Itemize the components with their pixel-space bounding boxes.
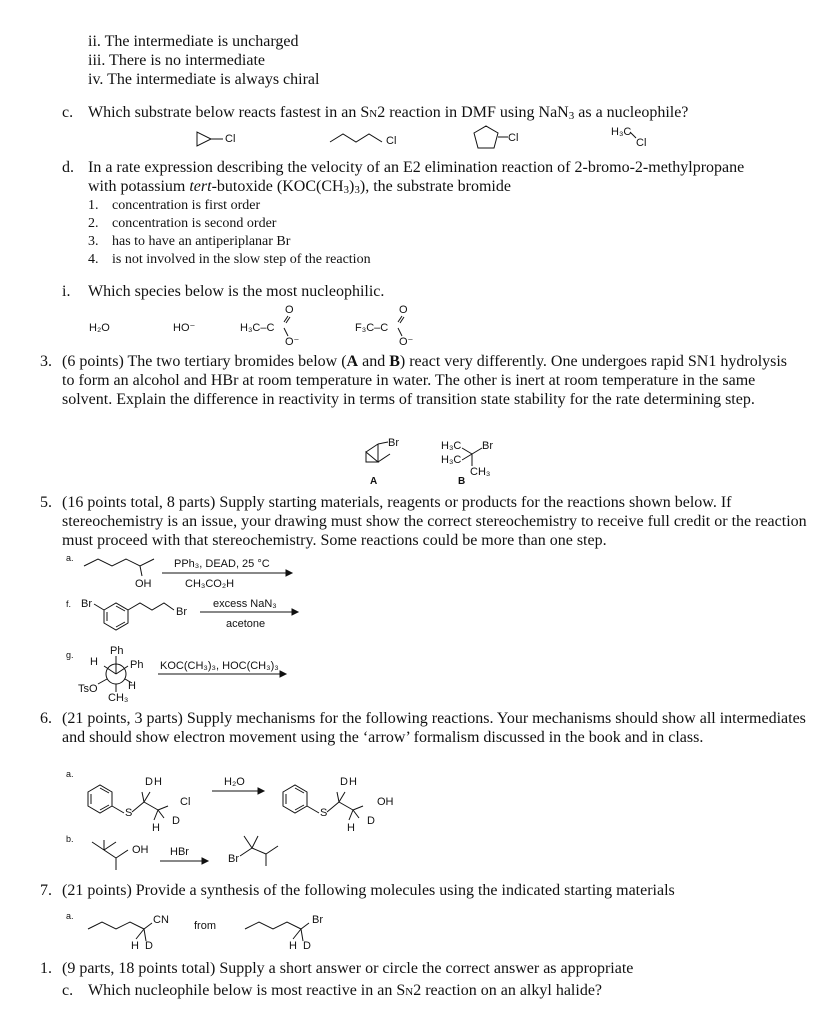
question-i-text: Which species below is the most nucleophilic. xyxy=(88,283,385,300)
q6b-reagent: HBr xyxy=(170,846,189,858)
question-6-num: 6. xyxy=(40,710,52,727)
bromide-b-h3c-bottom: H₃C xyxy=(441,454,462,466)
acetate-o: O xyxy=(285,304,294,316)
q7a-d: D xyxy=(145,940,153,952)
q6a-label: a. xyxy=(66,769,74,779)
q5g-reagent: KOC(CH₃)₃, HOC(CH₃)₃ xyxy=(160,660,279,672)
question-c-label: c. xyxy=(62,104,74,121)
q5f-structure xyxy=(94,592,184,632)
species-hydroxide: HO⁻ xyxy=(173,322,196,334)
question-5-num: 5. xyxy=(40,494,52,511)
question-c-text: Which substrate below reacts fastest in an SN2 reaction in DMF using NaN3 as a nucleophile? xyxy=(88,104,689,122)
trifluoroacetate-o: O xyxy=(399,304,408,316)
q6b-product xyxy=(240,834,290,868)
q5a-arrow xyxy=(162,570,292,578)
q5g-ph-right: Ph xyxy=(130,659,144,671)
q6b-label: b. xyxy=(66,834,74,844)
q7a-label: a. xyxy=(66,911,74,921)
trifluoroacetate-ominus: O⁻ xyxy=(399,336,414,348)
bromide-b-ch3: CH₃ xyxy=(470,466,491,478)
bromide-a-br: Br xyxy=(388,437,399,449)
d-option-3-num: 3. xyxy=(88,234,99,249)
option-iv: iv. The intermediate is always chiral xyxy=(88,71,320,88)
q6a-product-d-top: D xyxy=(340,776,348,788)
q7a-br: Br xyxy=(312,914,323,926)
q5a-reagent-2: CH₃CO₂H xyxy=(185,578,235,590)
q5g-h-left: H xyxy=(90,656,98,668)
q5a-label: a. xyxy=(66,553,74,563)
trifluoroacetate-bonds xyxy=(396,314,408,338)
cyclopentyl-chloride-structure xyxy=(472,124,532,154)
q5g-h-right: H xyxy=(128,680,136,692)
q7a-from: from xyxy=(194,920,216,932)
question-1c-text: Which nucleophile below is most reactive in an SN2 reaction on an alkyl halide? xyxy=(88,982,603,999)
d-option-1: concentration is first order xyxy=(112,198,261,213)
question-5-text: (16 points total, 8 parts) Supply starting materials, reagents or products for the reactions shown below. If stereochemistry is an issue, your drawing must show the correct stereochemistry to receive full credit or the reaction must proceed with that stereochemistry. Some reactions could be more than one step. xyxy=(62,494,807,549)
q5a-reagent-1: PPh₃, DEAD, 25 °C xyxy=(174,558,270,570)
d-option-4: is not involved in the slow step of the reaction xyxy=(112,252,371,267)
bromide-b-bonds xyxy=(460,444,490,470)
q6a-product-s: S xyxy=(320,807,328,819)
q5f-arrow xyxy=(200,609,300,617)
species-trifluoroacetate: F₃C–C xyxy=(355,322,389,334)
d-option-2: concentration is second order xyxy=(112,216,277,231)
question-6-text: (21 points, 3 parts) Supply mechanisms for the following reactions. Your mechanisms should show all intermediates and should show electron movement using the ‘arrow’ formalism discussed in the book and in class. xyxy=(62,710,806,746)
q6a-cl: Cl xyxy=(180,796,191,808)
q7a-sm-h: H xyxy=(289,940,297,952)
question-7-num: 7. xyxy=(40,882,52,899)
question-d-label: d. xyxy=(62,159,74,176)
q5f-reagent-2: acetone xyxy=(226,618,266,630)
acetate-bonds xyxy=(282,314,294,338)
q5g-ph-top: Ph xyxy=(110,645,124,657)
d-option-4-num: 4. xyxy=(88,252,99,267)
species-water: H₂O xyxy=(89,322,110,334)
q6a-reagent: H₂O xyxy=(224,776,245,788)
d-option-2-num: 2. xyxy=(88,216,99,231)
q5g-label: g. xyxy=(66,650,74,660)
q7a-target xyxy=(88,915,158,943)
question-1-text: (9 parts, 18 points total) Supply a short answer or circle the correct answer as appropriate xyxy=(62,960,634,977)
species-acetate: H₃C–C xyxy=(240,322,275,334)
bromide-b-h3c-top: H₃C xyxy=(441,440,462,452)
q5f-reagent-1: excess NaN₃ xyxy=(213,598,277,610)
q6a-d-bottom: D xyxy=(172,815,180,827)
q6a-h-top: H xyxy=(154,776,162,788)
substrate-3-cl: Cl xyxy=(508,132,519,144)
label-a: A xyxy=(370,476,378,487)
q5f-br-right: Br xyxy=(176,606,187,618)
q5a-substrate xyxy=(84,556,164,580)
q6a-product-h-top: H xyxy=(349,776,357,788)
option-iii: iii. There is no intermediate xyxy=(88,52,265,69)
d-option-3: has to have an antiperiplanar Br xyxy=(112,234,291,249)
question-d-line1: In a rate expression describing the velocity of an E2 elimination reaction of 2-bromo-2-methylpropane xyxy=(88,159,745,176)
d-option-1-num: 1. xyxy=(88,198,99,213)
q5f-label: f. xyxy=(66,599,72,609)
acetate-ominus: O⁻ xyxy=(285,336,300,348)
substrate-4-cl: Cl xyxy=(636,137,647,149)
q7a-sm-d: D xyxy=(303,940,311,952)
q6b-arrow xyxy=(160,858,210,866)
question-i-label: i. xyxy=(62,283,71,300)
label-b: B xyxy=(458,476,466,487)
question-1c-label: c. xyxy=(62,982,74,999)
q5g-tso: TsO xyxy=(78,683,98,695)
q7a-h: H xyxy=(131,940,139,952)
q7a-starting-material xyxy=(245,915,315,943)
bromide-b-br: Br xyxy=(482,440,493,452)
q6a-h-bottom: H xyxy=(152,822,160,834)
substrate-2-cl: Cl xyxy=(386,135,397,147)
substrate-4-h3c: H₃C xyxy=(611,126,632,138)
q5a-oh: OH xyxy=(135,578,152,590)
option-ii: ii. The intermediate is uncharged xyxy=(88,33,299,50)
q6a-product-oh: OH xyxy=(377,796,394,808)
question-1-num: 1. xyxy=(40,960,52,977)
q6a-s: S xyxy=(125,807,133,819)
question-d-line2: with potassium tert-butoxide (KOC(CH3)3), the substrate bromide xyxy=(88,178,511,196)
substrate-1-cl: Cl xyxy=(225,133,236,145)
question-7-text: (21 points) Provide a synthesis of the following molecules using the indicated starting materials xyxy=(62,882,675,899)
q7a-cn: CN xyxy=(153,914,169,926)
q6a-d-top: D xyxy=(145,776,153,788)
q5g-arrow xyxy=(158,671,288,679)
q5g-ch3: CH₃ xyxy=(108,692,129,704)
q6b-oh: OH xyxy=(132,844,149,856)
q6a-product-d-bottom: D xyxy=(367,815,375,827)
question-3-text: (6 points) The two tertiary bromides below (A and B) react very differently. One undergoes rapid SN1 hydrolysis to form an alcohol and HBr at room temperature in water. The other is inert at room temperature in the same solvent. Explain the difference in reactivity in terms of transition state stability for the rate determining step. xyxy=(62,353,788,408)
question-3-num: 3. xyxy=(40,353,52,370)
q6b-br: Br xyxy=(228,853,239,865)
q5f-br-left: Br xyxy=(81,598,92,610)
q5g-newman xyxy=(98,656,134,692)
q6a-product-h-bottom: H xyxy=(347,822,355,834)
q6a-arrow xyxy=(212,788,266,796)
